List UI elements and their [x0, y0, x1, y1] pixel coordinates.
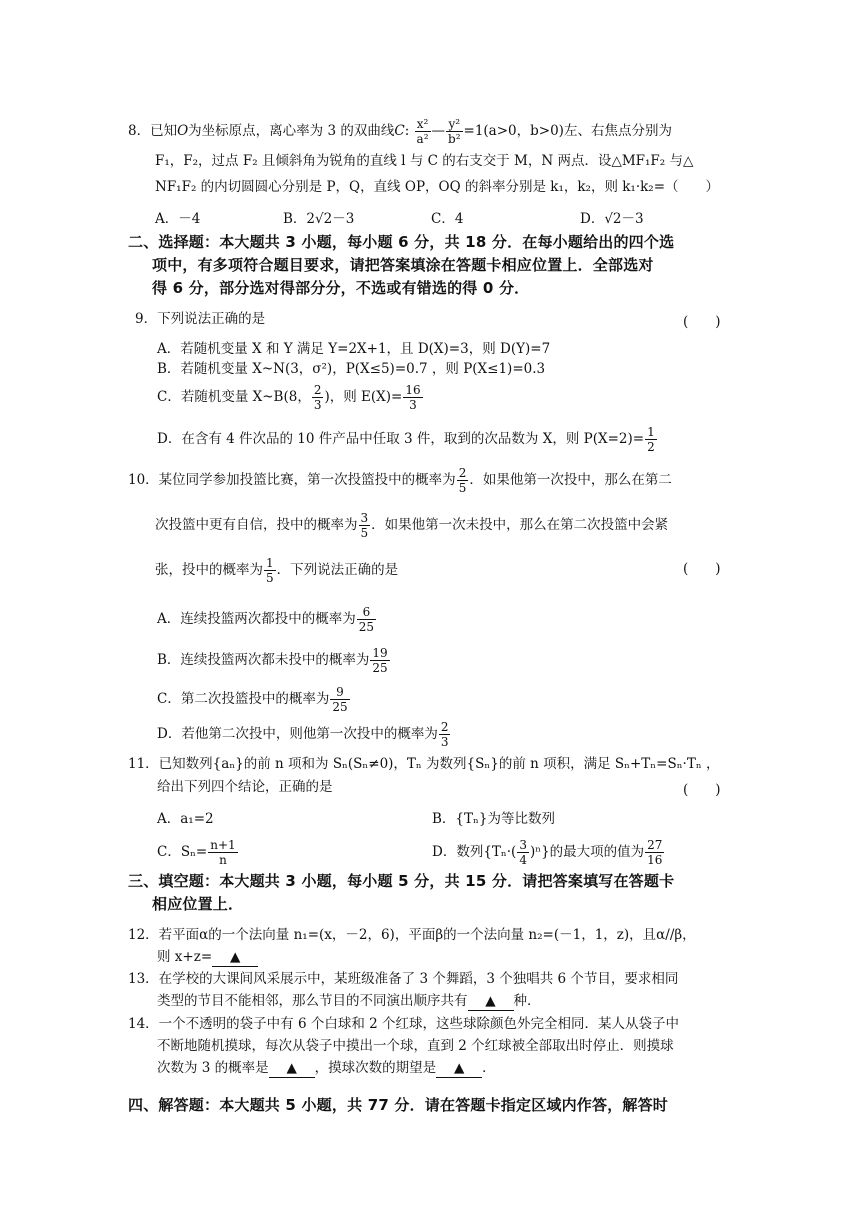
q10-line1 [128, 466, 672, 495]
q9-answer-paren: ( ) [683, 314, 721, 330]
q8-line1 [128, 117, 672, 146]
q10-a-frac [357, 605, 376, 634]
section-2-title-line3: 得 6 分，部分选对得部分分，不选或有错选的得 0 分． [152, 279, 530, 297]
q10-frac3-num: 1 [266, 556, 274, 570]
q14-text: ，摸球次数的期望是 [314, 1060, 437, 1076]
q9-option-b: B．若随机变量 X~N(3，σ²)，P(X≤5)=0.7 ，则 P(X≤1)=0.3 [157, 361, 546, 377]
q10-option-b [157, 646, 391, 675]
q8-text: 为坐标原点，离心率为 3 的双曲线 [188, 123, 395, 139]
q9-c-text: )，则 E(X)= [324, 389, 403, 405]
q10-option-c [157, 685, 351, 714]
section-4-title-line1: 四、解答题：本大题共 5 小题，共 77 分．请在答题卡指定区域内作答，解答时 [128, 1096, 669, 1114]
q9-option-c [157, 383, 424, 412]
q14-answer-blank-1: ▲ [269, 1059, 315, 1078]
q10-c-frac-den: 25 [332, 700, 348, 714]
q10-frac1-den: 5 [458, 481, 467, 495]
q10-answer-paren: ( ) [683, 561, 721, 577]
q13-text: 类型的节目不能相邻，那么节目的不同演出顺序共有 [157, 993, 468, 1009]
q11-d-text: )ⁿ}的最大项的值为 [529, 844, 645, 860]
q10-text: ．下列说法正确的是 [276, 562, 399, 578]
q11-option-c [157, 838, 239, 867]
q9-c-frac-den: 3 [313, 398, 322, 412]
q8-option-d: D．√2－3 [580, 211, 644, 227]
q10-a-frac-num: 6 [357, 605, 376, 620]
q10-frac2 [359, 511, 371, 540]
q11-d-text: D．数列{Tₙ·( [432, 844, 517, 860]
q12-line2 [157, 948, 258, 967]
q10-text: 次投篮中更有自信，投中的概率为 [155, 517, 358, 533]
q8-var-c: C [394, 123, 405, 139]
q10-a-frac-den: 25 [358, 620, 375, 634]
q11-d-inner-frac [517, 838, 529, 867]
section-2-title-line1: 二、选择题：本大题共 3 小题，每小题 6 分，共 18 分．在每小题给出的四个选 [128, 233, 675, 251]
q10-option-d [157, 720, 451, 749]
q10-d-text: D．若他第二次投中，则他第一次投中的概率为 [157, 726, 438, 742]
q12-line1: 12．若平面α的一个法向量 n₁=(x，－2，6)，平面β的一个法向量 n₂=(－1，1，z)，且α//β， [128, 927, 696, 943]
q10-frac1 [457, 466, 469, 495]
q9-c-frac2-num: 16 [405, 383, 421, 397]
q8-frac-y-den: b² [448, 132, 461, 146]
q10-d-frac-den: 3 [440, 735, 449, 749]
q9-c-frac2 [403, 383, 422, 412]
q9-d-frac-num: 1 [647, 425, 655, 439]
q14-text: 次数为 3 的概率是 [157, 1060, 269, 1076]
q9-stem: 9．下列说法正确的是 [135, 311, 266, 327]
section-3-title-line2: 相应位置上． [152, 895, 244, 913]
q8-line3: NF₁F₂ 的内切圆圆心分别是 P，Q，直线 OP，OQ 的斜率分别是 k₁，k₂，则 k₁·k₂=（ ） [155, 179, 720, 195]
q14-text: ． [482, 1060, 496, 1076]
q10-b-text: B．连续投篮两次都未投中的概率为 [157, 652, 370, 668]
q9-c-text: C．若随机变量 X~B(8， [157, 389, 311, 405]
q9-option-a: A．若随机变量 X 和 Y 满足 Y=2X+1，且 D(X)=3，则 D(Y)=7 [157, 341, 551, 357]
q14-answer-blank-2: ▲ [436, 1059, 482, 1078]
q8-frac-x-den: a² [416, 132, 429, 146]
q10-text: ．如果他第一次未投中，那么在第二次投篮中会紧 [371, 517, 669, 533]
q11-answer-paren: ( ) [683, 782, 721, 798]
q14-line3 [157, 1059, 496, 1078]
q10-frac3-den: 5 [266, 571, 274, 585]
q11-option-b: B．{Tₙ}为等比数列 [432, 811, 555, 827]
q11-d-inner-den: 4 [519, 853, 527, 867]
q8-option-c: C．4 [431, 211, 464, 227]
section-3-title-line1: 三、填空题：本大题共 3 小题，每小题 5 分，共 15 分．请把答案填写在答题卡 [128, 872, 675, 890]
q14-line2: 不断地随机摸球，每次从袋子中摸出一个球，直到 2 个红球被全部取出时停止．则摸球 [157, 1038, 674, 1054]
q11-c-frac-num: n+1 [210, 838, 236, 852]
q10-text: 张，投中的概率为 [155, 562, 263, 578]
q12-text: 则 x+z= [157, 949, 213, 965]
q10-b-frac-den: 25 [372, 661, 388, 675]
q11-c-frac [208, 838, 237, 867]
q11-option-a: A．a₁=2 [157, 811, 214, 827]
q10-a-text: A．连续投篮两次都投中的概率为 [157, 611, 356, 627]
q9-c-frac2-den: 3 [409, 398, 417, 412]
q9-d-frac [645, 425, 657, 454]
q8-var-o: O [177, 123, 189, 139]
q10-c-frac-num: 9 [330, 685, 349, 700]
q10-text: 10．某位同学参加投篮比赛，第一次投篮投中的概率为 [128, 472, 456, 488]
q10-frac1-num: 2 [458, 466, 467, 480]
q8-minus: — [431, 123, 446, 139]
q10-option-a [157, 605, 377, 634]
q8-colon: : [404, 123, 410, 139]
q11-c-text: C．Sₙ= [157, 844, 208, 860]
q10-line3 [155, 556, 398, 585]
q9-d-frac-den: 2 [647, 440, 655, 454]
q8-frac-x [415, 117, 431, 146]
q10-b-frac [370, 646, 389, 675]
section-2-title-line2: 项中，有多项符合题目要求，请把答案填涂在答题卡相应位置上．全部选对 [152, 256, 654, 274]
q10-d-frac [439, 720, 451, 749]
q10-text: ．如果他第一次投中，那么在第二 [469, 472, 672, 488]
q8-frac-y [446, 117, 463, 146]
q8-option-a: A．－4 [155, 211, 201, 227]
q10-frac3 [264, 556, 276, 585]
q13-text: 种． [513, 993, 541, 1009]
q10-b-frac-num: 19 [372, 646, 388, 660]
q11-d-frac-num: 27 [647, 838, 663, 852]
q10-c-frac [330, 685, 349, 714]
q11-line1: 11．已知数列{aₙ}的前 n 项和为 Sₙ(Sₙ≠0)，Tₙ 为数列{Sₙ}的前 n 项积，满足 Sₙ+Tₙ=Sₙ·Tₙ ， [128, 756, 720, 772]
q8-frac-x-num: x² [415, 117, 431, 132]
q8-frac-y-num: y² [446, 117, 463, 132]
q8-text: =1(a>0，b>0)左、右焦点分别为 [463, 123, 672, 139]
q11-d-frac [645, 838, 664, 867]
q8-text: 8．已知 [128, 123, 178, 139]
q10-frac2-den: 5 [360, 526, 369, 540]
q14-line1: 14．一个不透明的袋子中有 6 个白球和 2 个红球，这些球除颜色外完全相同．某人从袋子中 [128, 1016, 680, 1032]
q11-d-inner-num: 3 [519, 838, 527, 852]
q8-option-b: B．2√2－3 [283, 211, 355, 227]
q13-answer-blank: ▲ [468, 992, 514, 1011]
q11-option-d [432, 838, 665, 867]
q9-option-d [157, 425, 658, 454]
q11-c-frac-den: n [219, 853, 227, 867]
q11-d-frac-den: 16 [647, 853, 663, 867]
q9-c-frac-num: 2 [313, 383, 322, 397]
q10-d-frac-num: 2 [440, 720, 449, 734]
q9-d-text: D．在含有 4 件次品的 10 件产品中任取 3 件，取到的次品数为 X，则 P(X=2)= [157, 431, 645, 447]
q13-line1: 13．在学校的大课间风采展示中，某班级准备了 3 个舞蹈，3 个独唱共 6 个节目，要求相同 [128, 971, 679, 987]
q11-line2: 给出下列四个结论，正确的是 [157, 779, 333, 795]
q12-answer-blank: ▲ [212, 948, 258, 967]
q10-line2 [155, 511, 668, 540]
q10-c-text: C．第二次投篮投中的概率为 [157, 691, 330, 707]
q9-c-frac [312, 383, 324, 412]
q10-frac2-num: 3 [360, 511, 369, 525]
q13-line2 [157, 992, 541, 1011]
q8-line2: F₁，F₂，过点 F₂ 且倾斜角为锐角的直线 l 与 C 的右支交于 M，N 两点．设△MF₁F₂ 与△ [155, 153, 694, 169]
